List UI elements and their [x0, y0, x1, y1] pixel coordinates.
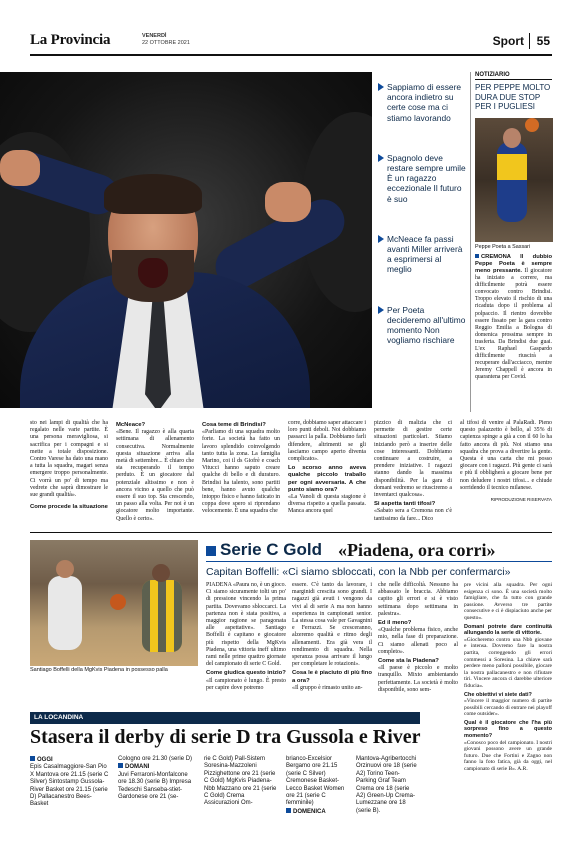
- article-column: [292, 582, 372, 692]
- bullet-square: [475, 254, 479, 258]
- article-subtitle: Capitan Boffelli: «Ci siamo sbloccati, con la Nbb per confermarci»: [206, 566, 511, 578]
- schedule-column: [286, 756, 350, 816]
- schedule-text: Mantova-Agribertocchi Orzinuovi ore 18 (serie A2) Torino Teen-Parking Graf Team Crema ore 18 (serie A2) Green-Up Crema-Lumezzane ore 18 (serie B).: [356, 756, 417, 814]
- day-label: [286, 808, 350, 816]
- basketball: [525, 118, 539, 132]
- column-text: sto nei lampi di qualità che ha regalato nelle varie partite. È una persona meravigliosa, si sacrifica per i compagni e si mette a totale disposizione. Contro Varese ha dato una mano a tutta la squadra, magari senza emergere troppo personalmente. Ci vorrà un po' di tempo ma vedrete che saprà dimostrare le sue grandi qualità».: [30, 420, 108, 499]
- schedule-text: Juvi Ferraroni-Monfalcone ore 18.30 (serie B) Impresa Tedeschi Sanseba-stiet-Gardonese ore 21 (se-: [118, 771, 192, 801]
- player-head: [56, 560, 74, 578]
- article-column: [288, 420, 366, 516]
- schedule-text: Cologno ore 21.30 (serie D): [118, 756, 193, 762]
- column-text: «La Vanoli di questa stagione è diversa rispetto a quella passata. Manca ancora quel: [288, 494, 366, 515]
- schedule-column: [30, 756, 110, 809]
- interview-question: Come procede la situazione: [30, 504, 108, 511]
- schedule-text: brianco-Excelsior Bergamo ore 21.15 (serie C Silver) Cremonese Basket-Lecco Basket Women ore 21 (serie C femminile): [286, 756, 345, 807]
- article-column: [206, 582, 286, 692]
- masthead-divider: [529, 33, 530, 49]
- coach-photo: [0, 72, 372, 408]
- column-text: pre vicini alla squadra. Per ogni esigenza ci sono. È una società molto famigliare, che fa tutto con grande passione. Avverso tre partite consecutive e ci è dispiaciuto anche per questo».: [464, 582, 552, 621]
- serie-c-photo: [30, 540, 198, 666]
- issue-day: 22 OTTOBRE 2021: [142, 40, 190, 46]
- article-column: [460, 420, 552, 503]
- player-head: [503, 128, 521, 148]
- interview-question: Cosa le è piaciuto di più fino a ora?: [292, 670, 372, 684]
- category-square: [206, 546, 216, 556]
- sidebar-kicker: NOTIZIARIO: [475, 72, 552, 80]
- day-label: [30, 756, 110, 764]
- day-label: [118, 763, 196, 771]
- schedule-text: Epis Casalmaggiore-San Pio X Mantova ore 21.15 (serie C Silver) Sintostamp Gussola-River Basket ore 21.15 (serie D) Pallacanestro Bees-Basket: [30, 764, 109, 808]
- interview-question: Che obiettivi vi siete dati?: [464, 691, 532, 698]
- day-label-text: DOMENICA: [293, 808, 326, 815]
- column-text: «Il campionato è lungo. È presto per capire dove potremo: [206, 677, 286, 691]
- column-text: «Conosco poco del campionato. I nostri giovani possono avere un grande futuro. Due che Fortini e Zagno non fanno la foto fatica, già da oggi, nel campionato di serie B». A.R.: [464, 739, 552, 773]
- section-name: Sport: [492, 34, 524, 48]
- interview-question: McNeace?: [116, 422, 146, 428]
- coach-hair: [104, 174, 202, 214]
- article-column: [464, 582, 552, 773]
- coach-mouth: [138, 258, 168, 288]
- paper-name: La Provincia: [30, 32, 111, 48]
- schedule-column: [356, 756, 420, 815]
- column-text: «Vincere il maggior numero di partite possibili cercando di entrare nei playoff come outsider».: [464, 698, 552, 718]
- player-body: [48, 576, 82, 650]
- article-column: [378, 582, 458, 694]
- pull-quote: Spagnolo deve restare sempre umile È un ragazzo eccezionale Il futuro è suo: [378, 153, 468, 204]
- day-label-text: OGGI: [37, 757, 53, 763]
- serie-c-header: [206, 540, 552, 562]
- issue-weekday: VENERDÌ: [142, 33, 167, 39]
- column-text: pizzico di malizia che ci permette di gestire certe situazioni particolari. Stiamo iniziando però a inserire delle cose interessanti. Dobbiamo continuare a costruire, a prendere iniziative. I ragazzi stanno dando la massima disponibilità. Per la gara di domani vedremo se riusciremo a inventarci qualcosa».: [374, 420, 452, 499]
- player-photo: [475, 118, 553, 242]
- article-title: «Piadena, ora corri»: [338, 540, 496, 560]
- column-text: «Parliamo di una squadra molto forte. La società ha fatto un lavoro splendido coinvolgendo tanto tutta la zona. La famiglia Marino, coi il ds Giofrè e coach Vitucci hanno saputo creare qualche di bello e di duraturo. Brindisi ha talento, sono partiti bene, hanno avuto qualche intoppo fisico e hanno faticato in coppa dove spero si riprendano velocemente. È una squadra che: [202, 429, 280, 515]
- column-text: PIADENA «Paura no, è un gioco. Ci siamo sicuramente tolti un po' di pressione vincendo la prima partita. Dovevamo sbloccarci. La partenza non è stata positiva, a maggior ragione se paragonata alle aspettative». Santiago Boffelli è capitano e giocatore più rispetto della MgKvis Piadena, una vittoria ineff ultimo rami nelle prime quattro giornate del campionato di serie C Gold.: [206, 582, 286, 668]
- interview-question: Si aspetta tanti tifosi?: [374, 501, 436, 508]
- pull-quote: Per Poeta decideremo all'ultimo momento Non vogliamo rischiare: [378, 305, 468, 346]
- schedule-column: [118, 756, 196, 801]
- article-column: [202, 420, 280, 516]
- article-column: [116, 420, 194, 523]
- issue-date: [142, 33, 190, 47]
- article-column: [374, 420, 452, 523]
- defender-stripes: [142, 580, 182, 652]
- category-label: Serie C Gold: [220, 540, 323, 559]
- day-square: [118, 763, 123, 768]
- day-square: [286, 808, 291, 813]
- column-text: «Il paese è piccolo e molto tranquillo. Mixto ambientando perfettamente. La società è molto disponibile, sono sem-: [378, 665, 458, 693]
- locandina-title: Stasera il derby di serie D tra Gussola e River: [30, 726, 421, 748]
- locandina-kicker: LA LOCANDINA: [30, 712, 420, 724]
- basketball: [110, 594, 126, 610]
- pull-quotes: [378, 76, 468, 345]
- column-text: «Giocheremo contro una Nbb giovane e intensa. Dovremo fare la nostra partita, correggendo gli errori commessi a Soresina. La chiave sarà perdere meno palloni possibile, giocare la nostra pallacanestro e non rifiutare tiri. Vincere ancora ci darebbe ulteriore fiducia».: [464, 636, 552, 689]
- column-text: essere. C'è tanto da lavorare, i marginidi crescita sono grandi. I ragazzi già avuti i vengono da vivi al di serie A ma non hanno esperienza in campionati senior. La stessa cosa vale per Gavagnini e Ferrazzi. Se cresceranno, alzeremo qualità e ritmo degli allenamenti. Era già vera il rendimento di squadra. Nella speranza possa arrivare il lungo per completare le rotazioni».: [292, 582, 372, 668]
- interview-question: Lo scorso anno aveva qualche piccolo traballo per ogni avversaria. A che punto siamo ora?: [288, 465, 366, 493]
- column-text: «Sabato sera a Cremona non c'è tantissimo da fare... Dico: [374, 508, 452, 522]
- day-square: [30, 756, 35, 761]
- interview-question: Qual è il giocatore che l'ha più sorpreso fino a questo momento?: [464, 719, 552, 740]
- photo-caption: Santiago Boffelli della MgKvis Piadena in possesso palla: [30, 667, 168, 673]
- sidebar-body: [475, 254, 552, 382]
- section-divider: [30, 532, 552, 533]
- article-column: [30, 420, 108, 511]
- schedule-text: rie C Gold) Pall-Sistem Soresina-Mazzoleni Pizzighettone ore 21 (serie C Gold) MgKvis Piadena-Nbb Mazzano ore 21 (serie C Gold) Crema Assicurazioni Om-: [204, 756, 277, 807]
- interview-question: Come sta la Piadena?: [378, 658, 439, 665]
- interview-question: Ed il meno?: [378, 620, 412, 627]
- column-text: che nelle difficoltà. Nessuno ha abbassato le braccia. Abbiamo capito gli errori e si è visto settimana dopo settimana in palestra».: [378, 582, 458, 617]
- news-sidebar: [470, 72, 552, 412]
- copyright-note: RIPRODUZIONE RISERVATA: [490, 497, 552, 503]
- player-jersey: [497, 154, 527, 180]
- page-number: 55: [536, 34, 550, 48]
- column-text: al tifosi di venire al PalaRadi. Pieno questo palazzetto è bello, al 35% di capienza spinge a già a con il 60 lo ha fatto ancora di più. Noi stiamo una squadra che prova a divertire la gente. Questa è una carta che mi posso giocare con i ragazzi. Più gente ci sarà e più il obbligherà a giocare bene per non deludere i nostri tifosi... e chiude sorridendo il tecnico milanese.: [460, 420, 552, 491]
- schedule-column: [204, 756, 278, 808]
- right-hand: [265, 182, 311, 222]
- sidebar-text: Il giocatore ha iniziato a correre, ma difficilmente potrà essere convocato contro Brindisi. Troppo elevato il rischio di una ricaduta dopo il problema al polpaccio. Il rientro dovrebbe essere fissato per la gara contro Reggio Emilia a Bologna di domenica prossima sempre in trasferta. Da Brindisi due guai. L'ex Raphael Gaspardo difficilmente riuscirà a recuperare dall'acciacco, mentre Jeremy Chappell è ancora in quarantena per Covid.: [475, 267, 552, 381]
- photo-caption: Peppe Poeta a Sassari: [475, 243, 531, 250]
- column-text: «Qualche problema fisico, anche mio, nella fase di preparazione. Ci siamo allenati poco al completo».: [378, 627, 458, 655]
- column-text: corre, dobbiamo saper attaccare i loro punti deboli. Noi dobbiamo passarci la palla. Dobbiamo farli difendere, altrimenti se gli lasciamo campo aperto diventa complicato».: [288, 420, 367, 463]
- column-text: «Il gruppo è rimasto unito an-: [292, 684, 363, 691]
- interview-question: Come giudica questo inizio?: [206, 670, 286, 677]
- interview-question: Cosa teme di Brindisi?: [202, 422, 266, 428]
- masthead: [30, 30, 552, 56]
- column-text: «Bene. Il ragazzo è alla quarta settimana di allenamento consecutiva. Normalmente questa situazione arriva alla metà di settembre... È chiaro che sta recuperando il tempo perduto. È un giocatore dal potenziale altissimo e non è ancora vicino a quello che può essere il suo top. Sta crescendo, un passo alla volta. Per noi è un giocatore molto importante. Quello è certo».: [116, 429, 194, 522]
- defender-head: [152, 564, 170, 582]
- pull-quote: Sappiamo di essere ancora indietro su certe cose ma ci stiamo lavorando: [378, 82, 468, 123]
- sidebar-headline: PER PEPPE MOLTO DURA DUE STOP PER I PUGLIESI: [475, 83, 551, 112]
- pull-quote: McNeace fa passi avanti Miller arriverà a esprimersi al meglio: [378, 234, 468, 275]
- interview-question: Domani potrete dare continuità allungando la serie di vittorie.: [464, 623, 552, 637]
- left-hand: [0, 150, 40, 186]
- day-label-text: DOMANI: [125, 764, 150, 771]
- sidebar-lead: CREMONA Il dubbio Peppe Poeta è sempre meno pressante.: [475, 253, 552, 274]
